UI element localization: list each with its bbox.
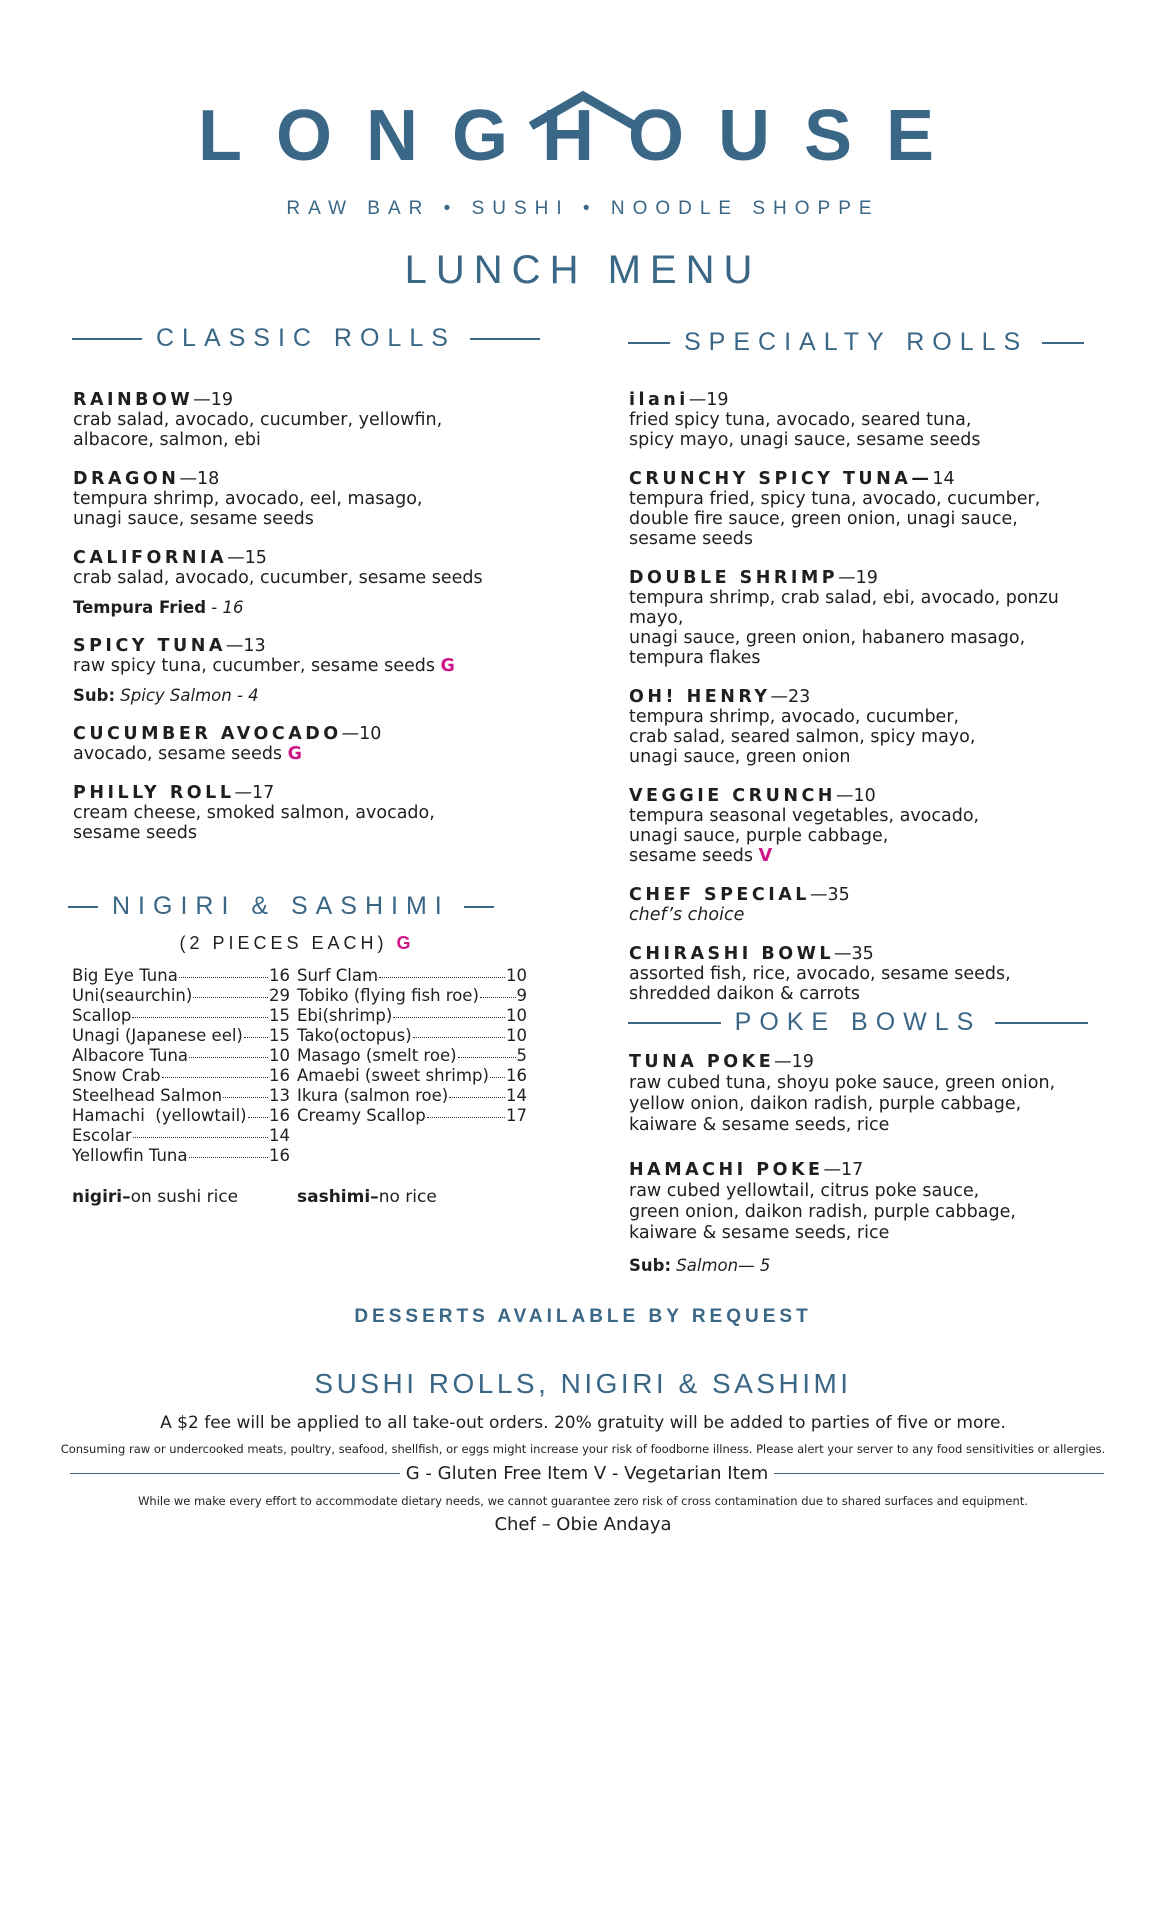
nigiri-item-name: Snow Crab — [72, 1066, 161, 1085]
dot-leader — [427, 1117, 505, 1118]
menu-item — [629, 1160, 1109, 1244]
nigiri-item-price: 10 — [506, 1006, 527, 1025]
nigiri-row — [72, 966, 290, 986]
nigiri-item-price: 10 — [506, 1026, 527, 1045]
nigiri-item-name: Yellowfin Tuna — [72, 1146, 188, 1165]
item-name: CALIFORNIA — [73, 548, 228, 568]
item-name: ilani — [629, 390, 689, 410]
dot-leader — [458, 1057, 516, 1058]
item-price: 14 — [932, 469, 955, 489]
nigiri-item-price: 17 — [506, 1106, 527, 1125]
nigiri-item-price: 10 — [269, 1046, 290, 1065]
item-name: TUNA POKE — [629, 1052, 775, 1072]
nigiri-item-name: Ebi(shrimp) — [297, 1006, 393, 1025]
menu-title: LUNCH MENU — [404, 248, 762, 292]
nigiri-item-price: 14 — [269, 1126, 290, 1145]
nigiri-row — [72, 1046, 290, 1066]
dot-leader — [248, 1117, 268, 1118]
nigiri-item-name: Ikura (salmon roe) — [297, 1086, 449, 1105]
specialty-rolls-section — [628, 328, 1088, 357]
item-description: avocado, sesame seeds — [73, 744, 283, 764]
nigiri-item-price: 16 — [506, 1066, 527, 1085]
dot-leader — [223, 1097, 268, 1098]
item-name: VEGGIE CRUNCH — [629, 786, 836, 806]
nigiri-title: NIGIRI & SASHIMI — [112, 892, 450, 920]
item-name: CRUNCHY SPICY TUNA— — [629, 469, 933, 489]
divider — [774, 1473, 1104, 1475]
item-description: tempura shrimp, avocado, cucumber, crab salad, seared salmon, spicy mayo, unagi sauce, green onion — [629, 707, 976, 767]
sub-label: Sub: — [629, 1256, 672, 1275]
item-description: raw spicy tuna, cucumber, sesame seeds — [73, 656, 435, 676]
nigiri-legend — [72, 1187, 238, 1207]
nigiri-item-name: Tobiko (flying fish roe) — [297, 986, 479, 1005]
nigiri-item-price: 14 — [506, 1086, 527, 1105]
item-price: —10 — [835, 786, 876, 806]
item-name: OH! HENRY — [629, 687, 771, 707]
nigiri-item-price: 5 — [516, 1046, 527, 1065]
item-description: cream cheese, smoked salmon, avocado, sesame seeds — [73, 803, 435, 843]
item-price: —15 — [227, 548, 267, 568]
item-description: crab salad, avocado, cucumber, yellowfin, albacore, salmon, ebi — [73, 410, 443, 450]
nigiri-item-name: Uni(seaurchin) — [72, 986, 193, 1005]
dot-leader — [480, 997, 516, 998]
nigiri-row — [297, 966, 527, 986]
menu-item — [629, 1052, 1109, 1136]
nigiri-desc: on sushi rice — [130, 1187, 239, 1207]
poke-section — [628, 1008, 1088, 1037]
nigiri-row — [72, 1126, 290, 1146]
item-description: raw cubed yellowtail, citrus poke sauce, green onion, daikon radish, purple cabbage, kaiware & sesame seeds, rice — [629, 1181, 1016, 1243]
menu-item — [73, 783, 543, 843]
sub-label: Sub: — [73, 686, 116, 705]
nigiri-item-price: 9 — [516, 986, 527, 1005]
nigiri-row — [72, 1086, 290, 1106]
nigiri-item-name: Amaebi (sweet shrimp) — [297, 1066, 489, 1085]
dot-leader — [393, 1017, 505, 1018]
menu-item — [73, 469, 543, 529]
tagline: RAW BAR • SUSHI • NOODLE SHOPPE — [286, 198, 880, 219]
item-description: tempura shrimp, crab salad, ebi, avocado, ponzu mayo, unagi sauce, green onion, habanero masago, tempura flakes — [629, 588, 1059, 668]
sub-text: Spicy Salmon - 4 — [115, 686, 259, 705]
divider — [70, 1473, 400, 1475]
item-price: —18 — [179, 469, 220, 489]
dot-leader — [133, 1137, 268, 1138]
footer-heading: SUSHI ROLLS, NIGIRI & SASHIMI — [314, 1368, 852, 1399]
nigiri-row — [72, 1026, 290, 1046]
dot-leader — [244, 1037, 268, 1038]
fee-note: A $2 fee will be applied to all take-out orders. 20% gratuity will be added to parties of five or more. — [160, 1413, 1006, 1433]
dot-leader — [132, 1017, 268, 1018]
specialty-rolls-title: SPECIALTY ROLLS — [684, 328, 1029, 356]
nigiri-header — [68, 892, 526, 921]
nigiri-item-price: 16 — [269, 1106, 290, 1125]
nigiri-row — [72, 1006, 290, 1026]
dot-leader — [490, 1077, 505, 1078]
sashimi-legend — [297, 1187, 437, 1207]
desserts-note: DESSERTS AVAILABLE BY REQUEST — [354, 1306, 812, 1327]
tempura-label: Tempura Fried — [73, 598, 207, 617]
nigiri-item-name: Hamachi (yellowtail) — [72, 1106, 247, 1125]
dot-leader — [189, 1157, 269, 1158]
item-description: tempura fried, spicy tuna, avocado, cucumber, double fire sauce, green onion, unagi sauce, sesame seeds — [629, 489, 1041, 549]
nigiri-item-name: Albacore Tuna — [72, 1046, 189, 1065]
item-description: tempura shrimp, avocado, eel, masago, unagi sauce, sesame seeds — [73, 489, 423, 529]
nigiri-item-name: Masago (smelt roe) — [297, 1046, 457, 1065]
item-price: —17 — [823, 1160, 864, 1180]
nigiri-subtitle: (2 PIECES EACH) — [179, 933, 388, 953]
nigiri-item-price: 16 — [269, 966, 290, 985]
tempura-price: - 16 — [206, 598, 244, 617]
specialty-rolls-list — [629, 390, 1109, 1023]
nigiri-list-right — [297, 966, 527, 1126]
allergy-warning: Consuming raw or undercooked meats, poultry, seafood, shellfish, or eggs might increase your risk of foodborne illness. Please alert your server to any food sensitivities or allergies. — [60, 1442, 1106, 1456]
menu-item — [629, 469, 1109, 549]
poke-header — [628, 1008, 1088, 1037]
nigiri-item-name: Creamy Scallop — [297, 1106, 426, 1125]
nigiri-label: nigiri– — [72, 1187, 131, 1207]
sashimi-label: sashimi– — [297, 1187, 379, 1207]
menu-item — [73, 548, 543, 588]
menu-item — [629, 568, 1109, 668]
nigiri-row — [297, 1106, 527, 1126]
classic-rolls-title: CLASSIC ROLLS — [156, 324, 456, 352]
classic-rolls-header — [72, 324, 532, 353]
item-price: —19 — [688, 390, 729, 410]
item-price: —35 — [834, 944, 874, 964]
nigiri-row — [72, 1106, 290, 1126]
item-description: tempura seasonal vegetables, avocado, unagi sauce, purple cabbage, sesame seeds — [629, 806, 980, 866]
item-name: CUCUMBER AVOCADO — [73, 724, 342, 744]
item-name: RAINBOW — [73, 390, 194, 410]
vegetarian-tag: V — [758, 846, 773, 866]
nigiri-item-price: 16 — [269, 1066, 290, 1085]
specialty-rolls-header — [628, 328, 1088, 357]
item-name: PHILLY ROLL — [73, 783, 235, 803]
dot-leader — [193, 997, 268, 998]
menu-item — [629, 390, 1109, 450]
gluten-free-tag: G — [396, 933, 415, 953]
menu-item — [73, 724, 543, 764]
nigiri-item-name: Tako(octopus) — [297, 1026, 412, 1045]
nigiri-row — [297, 1086, 527, 1106]
nigiri-list-left — [72, 966, 290, 1166]
menu-item — [629, 786, 1109, 866]
menu-item — [73, 390, 543, 450]
item-description: raw cubed tuna, shoyu poke sauce, green onion, yellow onion, daikon radish, purple cabbage, kaiware & sesame seeds, rice — [629, 1073, 1056, 1135]
item-price: —19 — [838, 568, 878, 588]
item-name: DOUBLE SHRIMP — [629, 568, 839, 588]
tempura-note — [73, 598, 543, 617]
nigiri-row — [297, 986, 527, 1006]
nigiri-item-name: Surf Clam — [297, 966, 379, 985]
menu-item — [629, 944, 1109, 1004]
nigiri-row — [297, 1066, 527, 1086]
item-name: HAMACHI POKE — [629, 1160, 824, 1180]
nigiri-row — [297, 1006, 527, 1026]
nigiri-item-name: Steelhead Salmon — [72, 1086, 223, 1105]
item-price: —19 — [193, 390, 233, 410]
item-price: —35 — [809, 885, 850, 905]
dot-leader — [379, 977, 505, 978]
item-description: fried spicy tuna, avocado, seared tuna, spicy mayo, unagi sauce, sesame seeds — [629, 410, 981, 450]
nigiri-item-name: Unagi (Japanese eel) — [72, 1026, 243, 1045]
nigiri-item-price: 10 — [506, 966, 527, 985]
item-price: —13 — [225, 636, 266, 656]
nigiri-item-price: 13 — [269, 1086, 290, 1105]
dot-leader — [189, 1057, 268, 1058]
menu-item — [629, 885, 1109, 925]
item-name: DRAGON — [73, 469, 180, 489]
nigiri-item-name: Scallop — [72, 1006, 132, 1025]
nigiri-row — [72, 1146, 290, 1166]
item-price: —10 — [341, 724, 382, 744]
nigiri-row — [72, 986, 290, 1006]
sub-note — [73, 686, 543, 705]
gluten-free-tag: G — [287, 744, 303, 764]
nigiri-item-price: 15 — [269, 1006, 290, 1025]
poke-title: POKE BOWLS — [734, 1008, 982, 1036]
sub-note — [629, 1256, 1109, 1275]
classic-rolls-list — [73, 390, 543, 862]
nigiri-item-price: 16 — [269, 1146, 290, 1165]
item-name: CHEF SPECIAL — [629, 885, 810, 905]
sashimi-desc: no rice — [378, 1187, 437, 1207]
nigiri-row — [297, 1026, 527, 1046]
nigiri-item-name: Escolar — [72, 1126, 132, 1145]
gluten-free-tag: G — [440, 656, 455, 676]
cross-contamination-note: While we make every effort to accommodate dietary needs, we cannot guarantee zero risk of cross contamination due to shared surfaces and equipment. — [138, 1494, 1028, 1508]
item-price: —23 — [770, 687, 811, 707]
nigiri-section — [68, 892, 526, 954]
diet-legend: G - Gluten Free Item V - Vegetarian Item — [405, 1463, 769, 1484]
diet-legend-row — [70, 1463, 1104, 1484]
logo: LONGHOUSE — [197, 96, 969, 176]
sub-text: Salmon— 5 — [671, 1256, 771, 1275]
chef-credit: Chef – Obie Andaya — [494, 1514, 672, 1535]
nigiri-item-name: Big Eye Tuna — [72, 966, 178, 985]
nigiri-item-price: 29 — [269, 986, 290, 1005]
classic-rolls-section — [72, 324, 532, 353]
nigiri-subtitle-row — [68, 933, 526, 954]
item-description: chef’s choice — [629, 905, 745, 925]
item-description: assorted fish, rice, avocado, sesame seeds, shredded daikon & carrots — [629, 964, 1011, 1004]
dot-leader — [179, 977, 268, 978]
poke-list — [629, 1052, 1109, 1294]
menu-item — [73, 636, 543, 676]
item-price: —19 — [774, 1052, 814, 1072]
dot-leader — [449, 1097, 505, 1098]
nigiri-item-price: 15 — [269, 1026, 290, 1045]
item-name: CHIRASHI BOWL — [629, 944, 835, 964]
menu-item — [629, 687, 1109, 767]
nigiri-row — [72, 1066, 290, 1086]
dot-leader — [413, 1037, 505, 1038]
item-name: SPICY TUNA — [73, 636, 226, 656]
item-price: —17 — [234, 783, 275, 803]
item-description: crab salad, avocado, cucumber, sesame seeds — [73, 568, 483, 588]
dot-leader — [162, 1077, 268, 1078]
nigiri-row — [297, 1046, 527, 1066]
